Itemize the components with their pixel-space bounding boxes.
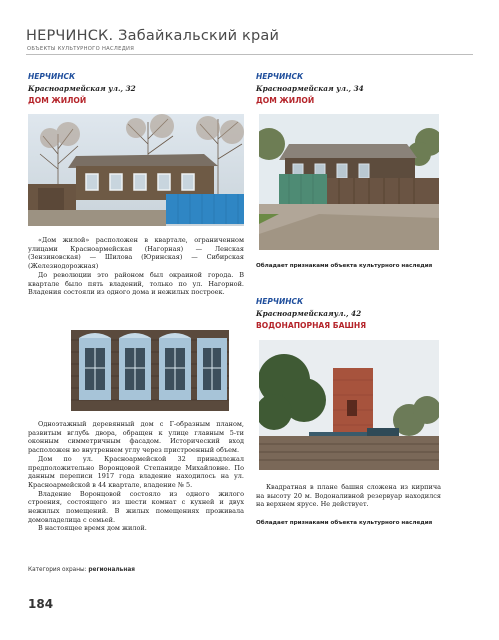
- paragraph: Владение Воронцовой состояло из одного жилого строения, состоящего из шести комнат с кухней и двух нежилых помещений. В жилых помещениях проживала домовладелица с семьей.: [28, 489, 244, 524]
- right-top-object-title: ДОМ ЖИЛОЙ: [256, 96, 315, 105]
- page-number: 184: [28, 597, 54, 611]
- photo-house-34: [259, 114, 439, 250]
- left-description-2: [28, 420, 244, 533]
- header-divider: [26, 54, 473, 55]
- left-description-1: [28, 236, 244, 297]
- paragraph: В настоящее время дом жилой.: [38, 524, 147, 533]
- category-value: региональная: [88, 567, 135, 573]
- photo-window-detail: [71, 330, 229, 411]
- photo-house-32: [28, 114, 244, 226]
- right-bottom-description: [256, 483, 441, 509]
- category-label: Категория охраны:: [28, 567, 87, 573]
- paragraph: Дом по ул. Красноармейской 32 принадлежал предположительно Воронцовой Степаниде Михайловне. По данным переписи 1917 года владение находилось на ул. Красноармейской в 44 квартале, владение № 5.: [28, 454, 244, 489]
- right-top-address: Красноармейская ул., 34: [256, 84, 364, 93]
- right-top-city: НЕРЧИНСК: [256, 72, 304, 81]
- left-object-title: ДОМ ЖИЛОЙ: [28, 96, 87, 105]
- page-header-title: НЕРЧИНСК. Забайкальский край: [26, 28, 280, 44]
- right-bottom-city: НЕРЧИНСК: [256, 297, 304, 306]
- right-bottom-object-title: ВОДОНАПОРНАЯ БАШНЯ: [256, 321, 367, 330]
- right-bottom-heritage-note: Обладает признаками объекта культурного наследия: [256, 520, 433, 526]
- paragraph: Квадратная в плане башня сложена из кирпича на высоту 20 м. Водоналивной резервуар находился на верхнем ярусе. Не действует.: [256, 483, 441, 509]
- page-header-subtitle: ОБЪЕКТЫ КУЛЬТУРНОГО НАСЛЕДИЯ: [27, 46, 135, 52]
- right-top-heritage-note: Обладает признаками объекта культурного наследия: [256, 263, 433, 269]
- right-bottom-address: Красноармейскаяул., 42: [256, 309, 362, 318]
- paragraph: «Дом жилой» расположен в квартале, ограниченном улицами Красноармейская (Нагорная) — Ленская (Зензиновская) — Шилова (Юринская) — Сибирская (Железнодорожная): [28, 236, 244, 271]
- paragraph: До революции это районом был окраиной города. В квартале было пять владений, только по ул. Нагорной. Владения состояли из одного дома и нежилых построек.: [28, 270, 244, 297]
- left-city: НЕРЧИНСК: [28, 72, 76, 81]
- photo-water-tower: [259, 340, 439, 470]
- left-address: Красноармейская ул., 32: [28, 84, 136, 93]
- paragraph: Одноэтажный деревянный дом с Г-образным планом, развитым вглубь двора, обращен к улице главным 5-ти оконным симметричным фасадом. Исторический вход расположен во внутреннем углу через пристроенный объем.: [28, 420, 244, 455]
- protection-category: [28, 567, 135, 573]
